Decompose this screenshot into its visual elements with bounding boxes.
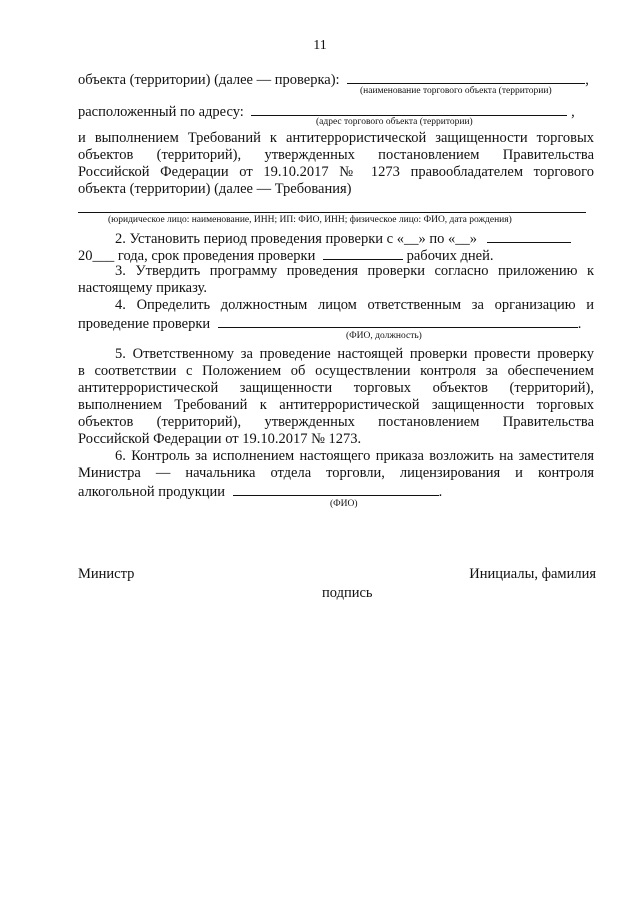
text-fragment: , [585,72,589,88]
text-line: выполнением Требований к антитеррористической защищенности торговых [78,397,594,413]
fill-blank [251,102,567,116]
text-line: 3. Утвердить программу проведения проверки согласно приложению к [115,263,594,279]
text-line: объектов (территорий), утвержденных постановлением Правительства [78,147,594,163]
field-caption: (наименование торгового объекта (территории) [360,86,552,96]
text-fragment: . [438,484,443,500]
text-line: Российской Федерации от 19.10.2017 № 1273. [78,431,362,447]
text-line: 4. Определить должностным лицом ответственным за организацию и [115,297,594,313]
text-fragment: рабочих дней. [406,248,494,264]
field-caption: (ФИО) [330,499,358,509]
fill-blank [347,70,585,84]
signatory-title: Министр [78,566,135,582]
text-fragment: расположенный по адресу: [78,104,244,120]
field-caption: (ФИО, должность) [346,331,422,341]
text-fragment: . [577,316,582,332]
text-line: антитеррористической защищенности торговых объектов (территорий), [78,380,594,396]
fill-blank [487,229,571,243]
fill-rule [78,212,586,213]
field-caption: (адрес торгового объекта (территории) [316,117,473,127]
fill-blank [218,314,578,328]
text-fragment: 2. Установить период проведения проверки с «__» по «__» [115,231,477,247]
text-line: и выполнением Требований к антитеррористической защищенности торговых [78,130,594,146]
text-fragment: алкогольной продукции [78,484,226,500]
signature-label: подпись [322,585,373,601]
fill-blank [233,482,439,496]
text-line [78,314,594,333]
text-fragment: , [571,104,575,120]
text-line: объектов (территорий), утвержденных постановлением Правительства [78,414,594,430]
text-fragment: 20___ года, срок проведения проверки [78,248,316,264]
text-fragment: объекта (территории) (далее — проверка): [78,72,340,88]
text-line: Министра — начальника отдела торговли, лицензирования и контроля [78,465,594,481]
signatory-name: Инициалы, фамилия [469,566,596,582]
text-line: в соответствии с Положением об осуществлении контроля за обеспечением [78,363,594,379]
text-line: 6. Контроль за исполнением настоящего приказа возложить на заместителя [115,448,594,464]
field-caption: (юридическое лицо: наименование, ИНН; ИП: ФИО, ИНН; физическое лицо: ФИО, дата рождения) [108,215,512,225]
text-line: 5. Ответственному за проведение настоящей проверки провести проверку [115,346,594,362]
text-line: Российской Федерации от 19.10.2017 № 1273 правообладателем торгового [78,164,594,180]
text-line: объекта (территории) (далее — Требования) [78,181,352,197]
text-line: настоящему приказу. [78,280,207,296]
text-fragment: проведение проверки [78,316,211,332]
page-number: 11 [313,38,327,53]
fill-blank [323,246,403,260]
